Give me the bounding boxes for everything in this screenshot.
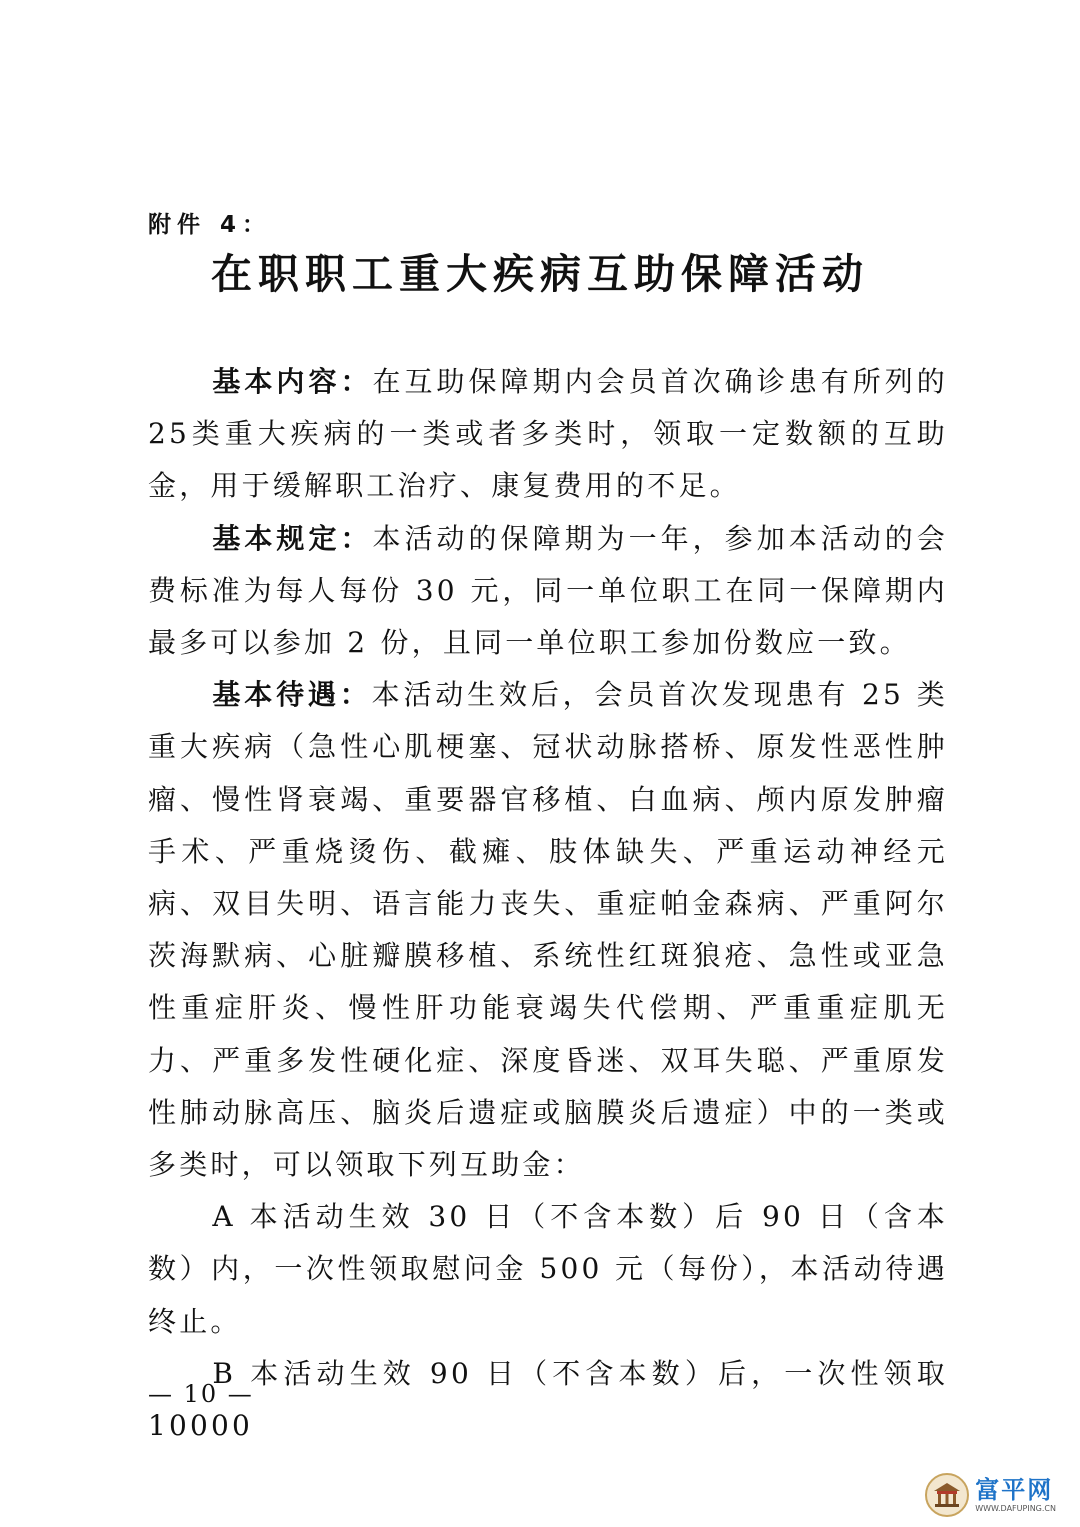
paragraph-label: 基本规定： — [212, 521, 373, 555]
site-watermark — [925, 1473, 1056, 1517]
paragraph-text: A 本活动生效 30 日（不含本数）后 90 日（含本数）内，一次性领取慰问金 500 元（每份），本活动待遇终止。 — [148, 1200, 948, 1338]
paragraph-basic-content — [148, 356, 948, 513]
paragraph-basic-benefits — [148, 669, 948, 1191]
page-number: — 10 — — [148, 1380, 254, 1408]
paragraph-item-a — [148, 1191, 948, 1348]
attachment-label: 附件 4： — [148, 212, 272, 238]
document-body — [148, 356, 948, 1452]
paragraph-label: 基本待遇： — [212, 678, 372, 712]
paragraph-text: 在互助保障期内会员首次确诊患有所列的25类重大疾病的一类或者多类时，领取一定数额的互助金，用于缓解职工治疗、康复费用的不足。 — [148, 365, 948, 503]
paragraph-text: 本活动生效后，会员首次发现患有 25 类重大疾病（急性心肌梗塞、冠状动脉搭桥、原发性恶性肿瘤、慢性肾衰竭、重要器官移植、白血病、颅内原发肿瘤手术、严重烧烫伤、截瘫、肢体缺失、严重运动神经元病、双目失明、语言能力丧失、重症帕金森病、严重阿尔茨海默病、心脏瓣膜移植、系统性红斑狼疮、急性或亚急性重症肝炎、慢性肝功能衰竭失代偿期、严重重症肌无力、严重多发性硬化症、深度昏迷、双耳失聪、严重原发性肺动脉高压、脑炎后遗症或脑膜炎后遗症）中的一类或多类时，可以领取下列互助金： — [148, 678, 948, 1182]
paragraph-label: 基本内容： — [212, 365, 373, 398]
building-icon — [925, 1473, 969, 1517]
paragraph-text: B 本活动生效 90 日（不含本数）后，一次性领取 10000 — [148, 1356, 948, 1443]
paragraph-basic-rules — [148, 513, 948, 670]
document-title: 在职职工重大疾病互助保障活动 — [211, 250, 869, 298]
paragraph-item-b — [148, 1348, 948, 1452]
watermark-site-name: 富平网 — [975, 1475, 1054, 1504]
paragraph-text: 本活动的保障期为一年，参加本活动的会费标准为每人每份 30 元，同一单位职工在同一保障期内最多可以参加 2 份，且同一单位职工参加份数应一致。 — [148, 521, 948, 660]
watermark-site-url: WWW.DAFUPING.CN — [975, 1503, 1056, 1513]
